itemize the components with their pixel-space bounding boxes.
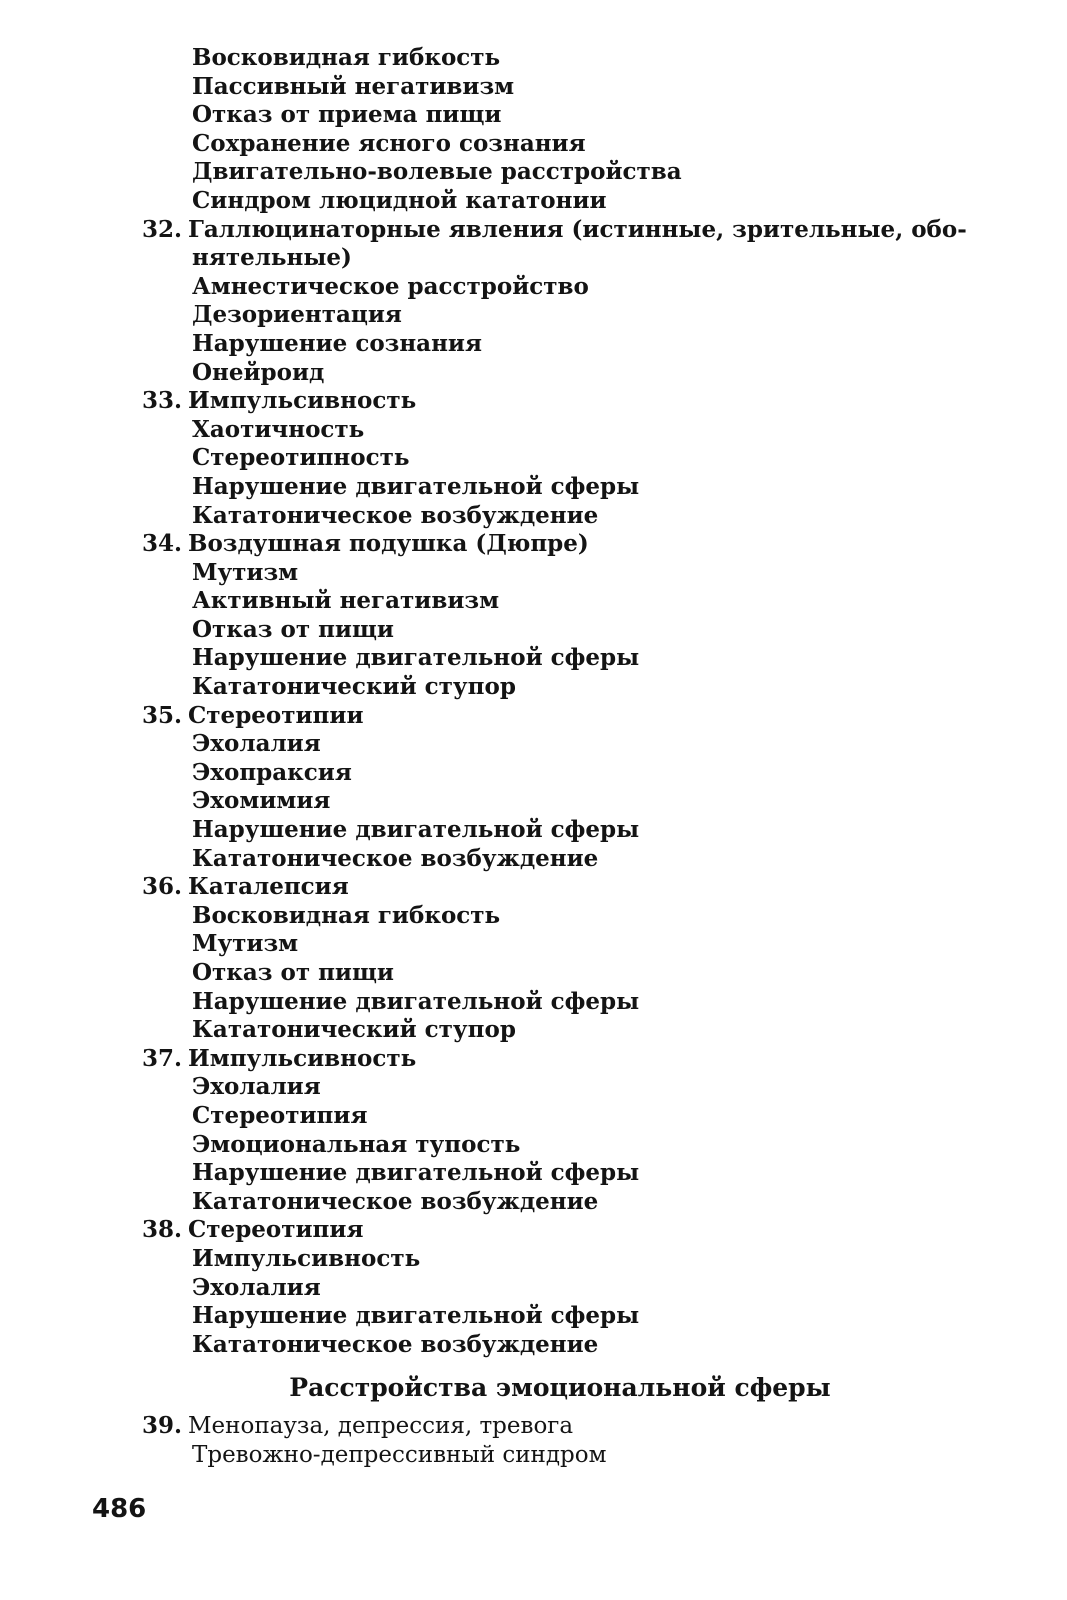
- item-head: [130, 702, 970, 731]
- text-line: Стереотипия: [192, 1101, 368, 1129]
- item-head: [130, 873, 970, 902]
- text-line: Кататоническое возбуждение: [192, 1187, 599, 1215]
- text-line: Мутизм: [192, 558, 299, 586]
- item-head: [130, 530, 970, 559]
- text-line: Нарушение двигательной сферы: [192, 1159, 640, 1187]
- item-number: 38.: [141, 1216, 182, 1244]
- item-head-text: Галлюцинаторные явления (истинные, зрительные, обо-: [188, 215, 967, 243]
- text-line: Сохранение ясного сознания: [192, 129, 586, 157]
- item-37: [130, 1045, 970, 1217]
- item-head: [130, 1216, 970, 1245]
- item-head-text: Каталепсия: [188, 873, 349, 901]
- item-head: [130, 1412, 970, 1441]
- item-33: [130, 387, 970, 530]
- item-36: [130, 873, 970, 1045]
- text-line: Хаотичность: [192, 415, 365, 443]
- text-line: Нарушение двигательной сферы: [192, 816, 640, 844]
- item-35: [130, 702, 970, 874]
- text-line: Эхопраксия: [192, 758, 352, 786]
- text-line: Восковидная гибкость: [192, 44, 501, 71]
- text-line: Тревожно-депрессивный синдром: [192, 1441, 607, 1468]
- item-head-text: Воздушная подушка (Дюпре): [188, 530, 589, 558]
- text-line: Нарушение сознания: [192, 329, 482, 357]
- text-line: Эхолалия: [192, 730, 321, 758]
- item-head-text: Импульсивность: [188, 1044, 417, 1072]
- item-39: [130, 1412, 970, 1469]
- page-content: [130, 44, 970, 1470]
- text-line: Кататоническое возбуждение: [192, 1330, 599, 1358]
- text-line: Кататонический ступор: [192, 1016, 516, 1044]
- item-number: 36.: [141, 873, 182, 901]
- text-line: Эхолалия: [192, 1073, 321, 1101]
- text-line: Кататоническое возбуждение: [192, 501, 599, 529]
- item-number: 37.: [141, 1044, 182, 1072]
- text-line: Эмоциональная тупость: [192, 1130, 521, 1158]
- item-head: [130, 216, 970, 245]
- item-head-text: Менопауза, депрессия, тревога: [188, 1413, 574, 1440]
- item-number: 32.: [141, 215, 182, 243]
- page-number: 486: [92, 1494, 147, 1524]
- item-38: [130, 1216, 970, 1359]
- item-31-continuation: [130, 44, 970, 216]
- text-line: Онейроид: [192, 358, 325, 386]
- item-head: [130, 1045, 970, 1074]
- text-line: Дезориентация: [192, 301, 402, 329]
- text-line: Кататонический ступор: [192, 673, 516, 701]
- text-line: Импульсивность: [192, 1244, 421, 1272]
- text-line: Отказ от пищи: [192, 615, 394, 643]
- item-number: 33.: [141, 387, 182, 415]
- text-line: Восковидная гибкость: [192, 901, 501, 929]
- text-line: Активный негативизм: [192, 587, 500, 615]
- text-line: Отказ от пищи: [192, 959, 394, 986]
- text-line: Синдром люцидной кататонии: [192, 186, 607, 214]
- item-number: 34.: [141, 530, 182, 558]
- item-number: 39.: [141, 1412, 182, 1440]
- item-head-continuation: нятельные): [192, 244, 352, 272]
- text-line: Нарушение двигательной сферы: [192, 1302, 640, 1330]
- item-head: [130, 387, 970, 416]
- text-line: Нарушение двигательной сферы: [192, 987, 640, 1015]
- item-head-text: Импульсивность: [188, 387, 417, 415]
- section-heading: Расстройства эмоциональной сферы: [289, 1373, 831, 1403]
- text-line: Мутизм: [192, 930, 299, 958]
- text-line: Эхолалия: [192, 1273, 321, 1301]
- text-line: Отказ от приема пищи: [192, 101, 502, 129]
- text-line: Стереотипность: [192, 444, 410, 472]
- item-head-text: Стереотипия: [188, 1216, 364, 1244]
- item-34: [130, 530, 970, 702]
- text-line: Кататоническое возбуждение: [192, 844, 599, 872]
- text-line: Нарушение двигательной сферы: [192, 472, 640, 500]
- item-number: 35.: [141, 701, 182, 729]
- text-line: Пассивный негативизм: [192, 72, 515, 100]
- text-line: Нарушение двигательной сферы: [192, 644, 640, 672]
- text-line: Эхомимия: [192, 787, 331, 815]
- text-line: Амнестическое расстройство: [192, 272, 589, 300]
- text-line: Двигательно-волевые расстройства: [192, 158, 682, 186]
- item-head-text: Стереотипии: [188, 701, 364, 729]
- item-32: [130, 216, 970, 388]
